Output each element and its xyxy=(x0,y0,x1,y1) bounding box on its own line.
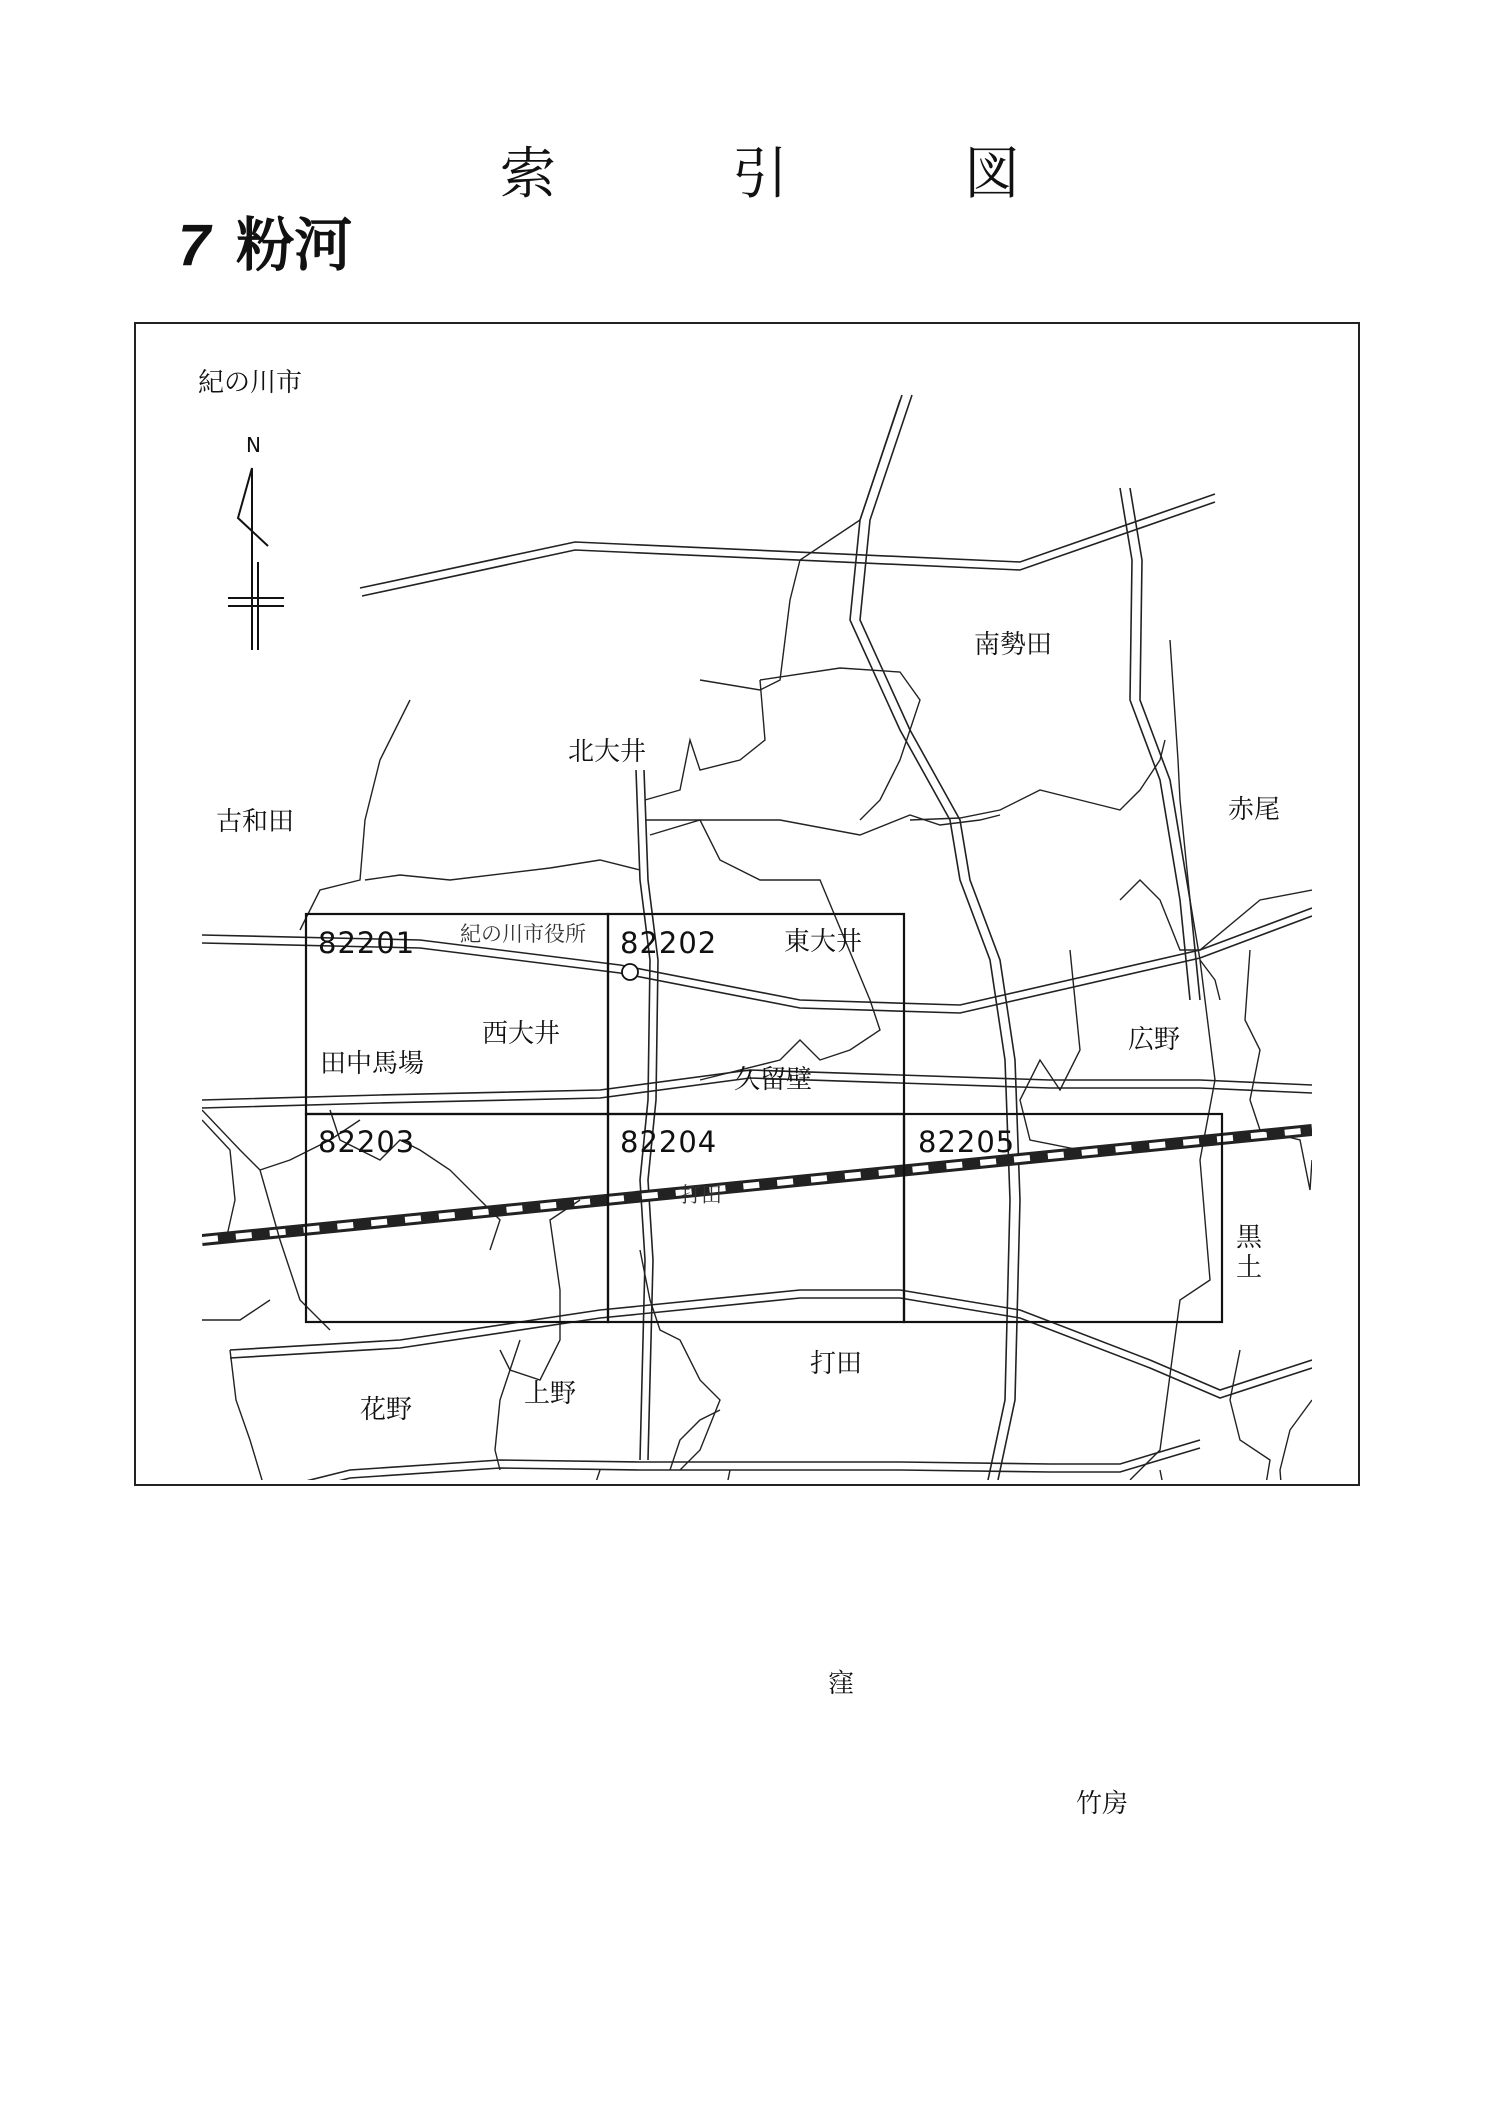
area-label: 西大井 xyxy=(482,1019,561,1049)
area-label: 田中馬場 xyxy=(320,1049,425,1079)
sheet-code[interactable]: 82201 xyxy=(318,926,416,960)
area-label: 久留壁 xyxy=(734,1065,813,1095)
area-label: 古和田 xyxy=(216,807,295,837)
area-label: 広野 xyxy=(1128,1025,1181,1055)
area-label: 打田 xyxy=(680,1183,722,1207)
city-name: 紀の川市 xyxy=(198,368,303,398)
area-label: 東大井 xyxy=(784,927,863,957)
city-hall-label: 紀の川市役所 xyxy=(460,922,586,946)
area-label: 窪 xyxy=(828,1669,855,1699)
area-label: 赤尾 xyxy=(1228,795,1281,825)
sheet-code[interactable]: 82204 xyxy=(620,1125,718,1159)
sheet-code[interactable]: 82205 xyxy=(918,1125,1016,1159)
area-label: 上野 xyxy=(524,1379,577,1409)
title-char: 索 xyxy=(500,142,556,207)
area-label: 北大井 xyxy=(568,737,647,767)
area-label: 花野 xyxy=(360,1395,413,1425)
sheet-code[interactable]: 82203 xyxy=(318,1125,416,1159)
sheet-grid xyxy=(306,914,1222,1322)
area-label: 黒 xyxy=(1236,1223,1263,1253)
title-char: 図 xyxy=(964,142,1020,207)
north-label: N xyxy=(246,433,261,457)
sheet-code[interactable]: 82202 xyxy=(620,926,718,960)
city-hall-marker xyxy=(622,964,638,980)
river xyxy=(202,1625,1312,1980)
area-label: 土 xyxy=(1236,1253,1263,1283)
area-label: 南勢田 xyxy=(974,630,1053,660)
area-label: 竹房 xyxy=(1076,1789,1129,1819)
area-label: 打田 xyxy=(810,1349,863,1379)
section-name: 粉河 xyxy=(236,211,353,279)
title-char: 引 xyxy=(732,142,788,207)
section-number: 7 xyxy=(178,213,211,278)
north-arrow-icon xyxy=(228,433,284,650)
